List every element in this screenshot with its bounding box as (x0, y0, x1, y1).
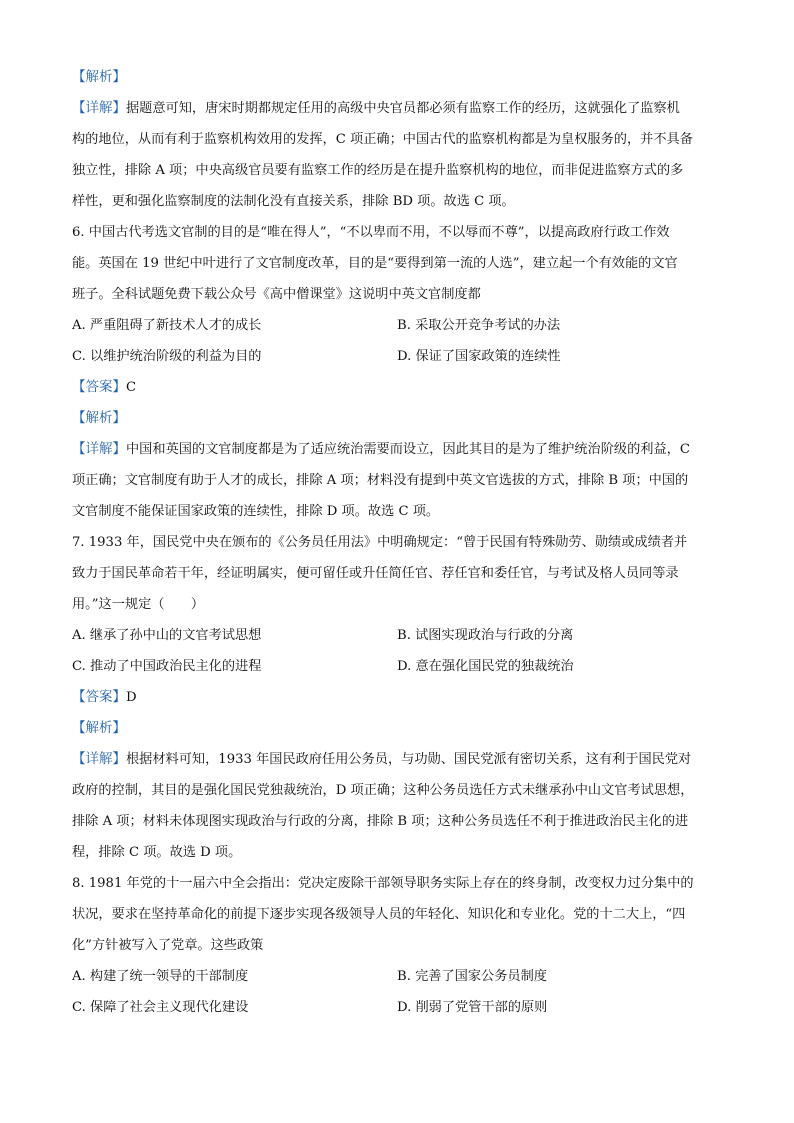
q6-stem-line-2: 能。英国在 19 世纪中叶进行了文官制度改革，目的是“要得到第一流的人选”，建立起一个有效能的文官 (72, 256, 678, 271)
q5-detail-line-1: 【详解】据题意可知，唐宋时期都规定任用的高级中央官员都必须有监察工作的经历，这就强化了监察机 (72, 100, 680, 116)
q7-analysis-heading: 【解析】 (72, 720, 126, 736)
q8-options-row-1 (72, 961, 722, 992)
q8-options-row-2 (72, 992, 722, 1023)
q5-detail-line-3: 独立性，排除 A 项；中央高级官员要有监察工作的经历是在提升监察机构的地位，而非促进监察方式的多 (72, 163, 684, 178)
q8-stem-line-3: 化”方针被写入了党章。这些政策 (72, 938, 264, 953)
q6-detail-line-1: 【详解】中国和英国的文官制度都是为了适应统治需要而设立，因此其目的是为了维护统治阶级的利益，C (72, 441, 690, 457)
q8-option-b: B. 完善了国家公务员制度 (397, 969, 547, 984)
q7-option-b: B. 试图实现政治与行政的分离 (397, 628, 574, 643)
q7-stem-line-2: 致力于国民革命若干年，经证明属实，便可留任或升任简任官、荐任官和委任官，与考试及格人员同等录 (72, 566, 679, 581)
q7-option-d: D. 意在强化国民党的独裁统治 (397, 659, 574, 674)
q7-options-row-1 (72, 620, 722, 651)
q8-option-d: D. 削弱了党管干部的原则 (397, 1000, 548, 1015)
q6-detail-line-3: 文官制度不能保证国家政策的连续性，排除 D 项。故选 C 项。 (72, 504, 440, 519)
q6-stem-line-1: 6. 中国古代考选文官制的目的是“唯在得人”，“不以卑而不用，不以辱而不尊”，以提高政府行政工作效 (72, 225, 670, 240)
q6-analysis-heading: 【解析】 (72, 410, 126, 426)
q7-options-row-2 (72, 651, 722, 682)
q5-detail-line-2: 构的地位，从而有利于监察机构效用的发挥，C 项正确；中国古代的监察机构都是为皇权服务的，并不具备 (72, 132, 693, 147)
q6-options-row-2 (72, 341, 722, 372)
q5-detail-line-4: 样性，更和强化监察制度的法制化没有直接关系，排除 BD 项。故选 C 项。 (72, 194, 515, 209)
q6-stem-line-3: 班子。全科试题免费下载公众号《高中僧课堂》这说明中英文官制度都 (72, 287, 481, 302)
q7-option-c: C. 推动了中国政治民主化的进程 (72, 659, 262, 674)
q6-option-b: B. 采取公开竞争考试的办法 (397, 318, 561, 333)
q6-option-d: D. 保证了国家政策的连续性 (397, 349, 561, 364)
q7-option-a: A. 继承了孙中山的文官考试思想 (72, 628, 262, 643)
q8-option-a: A. 构建了统一领导的干部制度 (72, 969, 249, 984)
q5-analysis-heading: 【解析】 (72, 69, 126, 85)
document-page (72, 62, 722, 1023)
q6-detail-line-2: 项正确；文官制度有助于人才的成长，排除 A 项；材料没有提到中英文官选拔的方式，排除 B 项；中国的 (72, 473, 689, 488)
q8-stem-line-1: 8. 1981 年党的十一届六中全会指出：党决定废除干部领导职务实际上存在的终身制，改变权力过分集中的 (72, 876, 694, 891)
q8-stem-line-2: 状况，要求在坚持革命化的前提下逐步实现各级领导人员的年轻化、知识化和专业化。党的十二大上，“四 (72, 907, 686, 922)
q8-option-c: C. 保障了社会主义现代化建设 (72, 1000, 249, 1015)
q7-stem-line-3: 用。”这一规定（ ） (72, 597, 205, 612)
q7-stem-line-1: 7. 1933 年，国民党中央在颁布的《公务员任用法》中明确规定：“曾于民国有特殊勋劳、勋绩或成绩者并 (72, 535, 688, 550)
q7-answer: 【答案】D (72, 689, 137, 705)
q6-answer: 【答案】C (72, 379, 137, 395)
q6-options-row-1 (72, 310, 722, 341)
q7-detail-line-3: 排除 A 项；材料未体现图实现政治与行政的分离，排除 B 项；这种公务员选任不利于推进政治民主化的进 (72, 814, 689, 829)
q7-detail-line-4: 程，排除 C 项。故选 D 项。 (72, 845, 242, 860)
q7-detail-line-1: 【详解】根据材料可知，1933 年国民政府任用公务员，与功勋、国民党派有密切关系，这有利于国民党对 (72, 751, 692, 767)
q7-detail-line-2: 政府的控制，其目的是强化国民党独裁统治，D 项正确；这种公务员选任方式未继承孙中山文官考试思想， (72, 783, 694, 798)
q6-option-c: C. 以维护统治阶级的利益为目的 (72, 349, 262, 364)
q6-option-a: A. 严重阻碍了新技术人才的成长 (72, 318, 262, 333)
